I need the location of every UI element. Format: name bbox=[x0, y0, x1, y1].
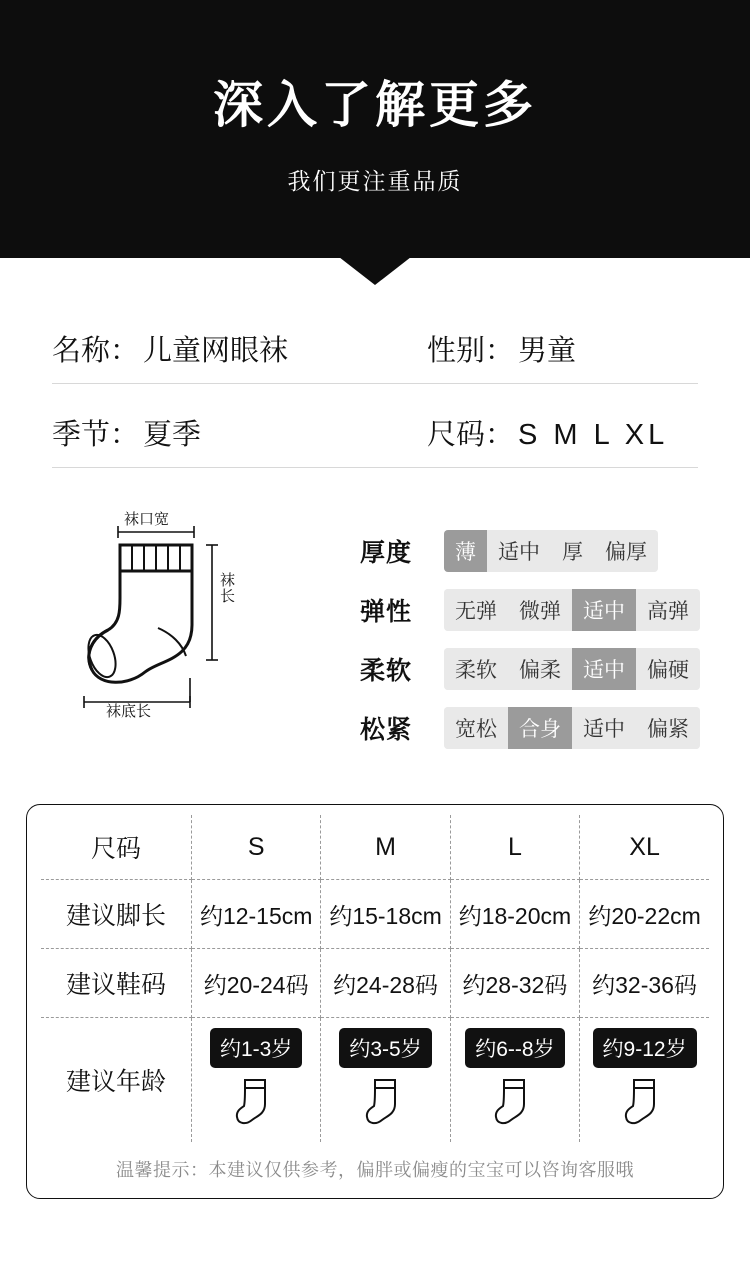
spec-value: 男童 bbox=[518, 335, 577, 367]
spec-season bbox=[52, 412, 427, 453]
down-arrow-icon bbox=[339, 257, 411, 285]
attribute-options bbox=[444, 530, 658, 572]
attribute-option[interactable]: 厚 bbox=[551, 530, 594, 572]
attribute-options bbox=[444, 648, 700, 690]
attribute-option[interactable]: 适中 bbox=[572, 707, 636, 749]
attribute-option[interactable]: 偏紧 bbox=[636, 707, 700, 749]
spec-label: 季节： bbox=[52, 419, 140, 451]
spec-value: 儿童网眼袜 bbox=[143, 335, 289, 367]
table-row bbox=[41, 880, 709, 949]
table-row-age bbox=[41, 1018, 709, 1143]
attribute-row-elasticity bbox=[360, 589, 710, 631]
spec-label: 性别： bbox=[427, 335, 515, 367]
attribute-row-fit bbox=[360, 707, 710, 749]
table-cell: 约20-24码 bbox=[192, 949, 321, 1018]
attribute-label: 厚度 bbox=[360, 539, 413, 567]
attribute-option[interactable]: 无弹 bbox=[444, 589, 508, 631]
cuff-width-label: 袜口宽 bbox=[124, 511, 170, 528]
attribute-options bbox=[444, 589, 700, 631]
spec-name bbox=[52, 328, 427, 369]
attribute-option[interactable]: 偏厚 bbox=[594, 530, 658, 572]
row-label: 建议脚长 bbox=[41, 880, 192, 949]
table-cell: 约28-32码 bbox=[450, 949, 579, 1018]
sock-icon bbox=[492, 1074, 538, 1136]
age-badge: 约3-5岁 bbox=[339, 1028, 431, 1068]
age-badge: 约1-3岁 bbox=[210, 1028, 302, 1068]
attribute-label: 松紧 bbox=[360, 716, 413, 744]
attribute-row-softness bbox=[360, 648, 710, 690]
measurement-and-attributes bbox=[0, 468, 750, 766]
spec-value: S M L XL bbox=[518, 419, 669, 451]
table-header-cell: 尺码 bbox=[41, 815, 192, 880]
spec-row bbox=[52, 412, 698, 468]
spec-sizes bbox=[427, 412, 698, 453]
sock-icon bbox=[233, 1074, 279, 1136]
table-header-cell: L bbox=[450, 815, 579, 880]
table-cell: 约20-22cm bbox=[580, 880, 709, 949]
age-cell bbox=[192, 1018, 321, 1143]
page-subtitle: 我们更注重品质 bbox=[287, 168, 463, 194]
attribute-list bbox=[360, 510, 710, 766]
size-chart bbox=[26, 804, 724, 1199]
table-header-row bbox=[41, 815, 709, 880]
attribute-options bbox=[444, 707, 700, 749]
table-cell: 约18-20cm bbox=[450, 880, 579, 949]
spec-label: 尺码： bbox=[427, 419, 515, 451]
age-badge: 约6--8岁 bbox=[465, 1028, 564, 1068]
size-table bbox=[41, 815, 709, 1142]
table-header-cell: S bbox=[192, 815, 321, 880]
page-title: 深入了解更多 bbox=[213, 77, 537, 133]
sock-length-label: 袜长 bbox=[218, 572, 235, 604]
attribute-option[interactable]: 合身 bbox=[508, 707, 572, 749]
attribute-option[interactable]: 柔软 bbox=[444, 648, 508, 690]
spec-gender bbox=[427, 328, 698, 369]
attribute-option[interactable]: 微弹 bbox=[508, 589, 572, 631]
attribute-label: 弹性 bbox=[360, 598, 413, 626]
age-cell bbox=[580, 1018, 709, 1143]
page-header bbox=[0, 0, 750, 258]
foot-length-label: 袜底长 bbox=[106, 703, 152, 720]
table-row bbox=[41, 949, 709, 1018]
sock-measurement-diagram bbox=[40, 510, 360, 740]
attribute-option[interactable]: 适中 bbox=[572, 589, 636, 631]
table-cell: 约15-18cm bbox=[321, 880, 450, 949]
spec-value: 夏季 bbox=[143, 419, 202, 451]
table-cell: 约32-36码 bbox=[580, 949, 709, 1018]
attribute-option[interactable]: 宽松 bbox=[444, 707, 508, 749]
table-header-cell: M bbox=[321, 815, 450, 880]
sock-icon bbox=[363, 1074, 409, 1136]
age-cell bbox=[450, 1018, 579, 1143]
table-cell: 约24-28码 bbox=[321, 949, 450, 1018]
age-cell bbox=[321, 1018, 450, 1143]
row-label: 建议年龄 bbox=[41, 1018, 192, 1143]
sock-diagram-icon bbox=[40, 510, 340, 740]
attribute-option[interactable]: 偏硬 bbox=[636, 648, 700, 690]
table-header-cell: XL bbox=[580, 815, 709, 880]
attribute-option[interactable]: 高弹 bbox=[636, 589, 700, 631]
attribute-row-thickness bbox=[360, 530, 710, 572]
attribute-option[interactable]: 适中 bbox=[572, 648, 636, 690]
attribute-label: 柔软 bbox=[360, 657, 413, 685]
spec-list bbox=[0, 258, 750, 468]
size-chart-tips: 温馨提示：本建议仅供参考，偏胖或偏瘦的宝宝可以咨询客服哦 bbox=[116, 1160, 634, 1180]
spec-row bbox=[52, 328, 698, 384]
age-badge: 约9-12岁 bbox=[593, 1028, 697, 1068]
table-cell: 约12-15cm bbox=[192, 880, 321, 949]
attribute-option[interactable]: 薄 bbox=[444, 530, 487, 572]
sock-icon bbox=[622, 1074, 668, 1136]
row-label: 建议鞋码 bbox=[41, 949, 192, 1018]
spec-label: 名称： bbox=[52, 335, 140, 367]
attribute-option[interactable]: 偏柔 bbox=[508, 648, 572, 690]
attribute-option[interactable]: 适中 bbox=[487, 530, 551, 572]
